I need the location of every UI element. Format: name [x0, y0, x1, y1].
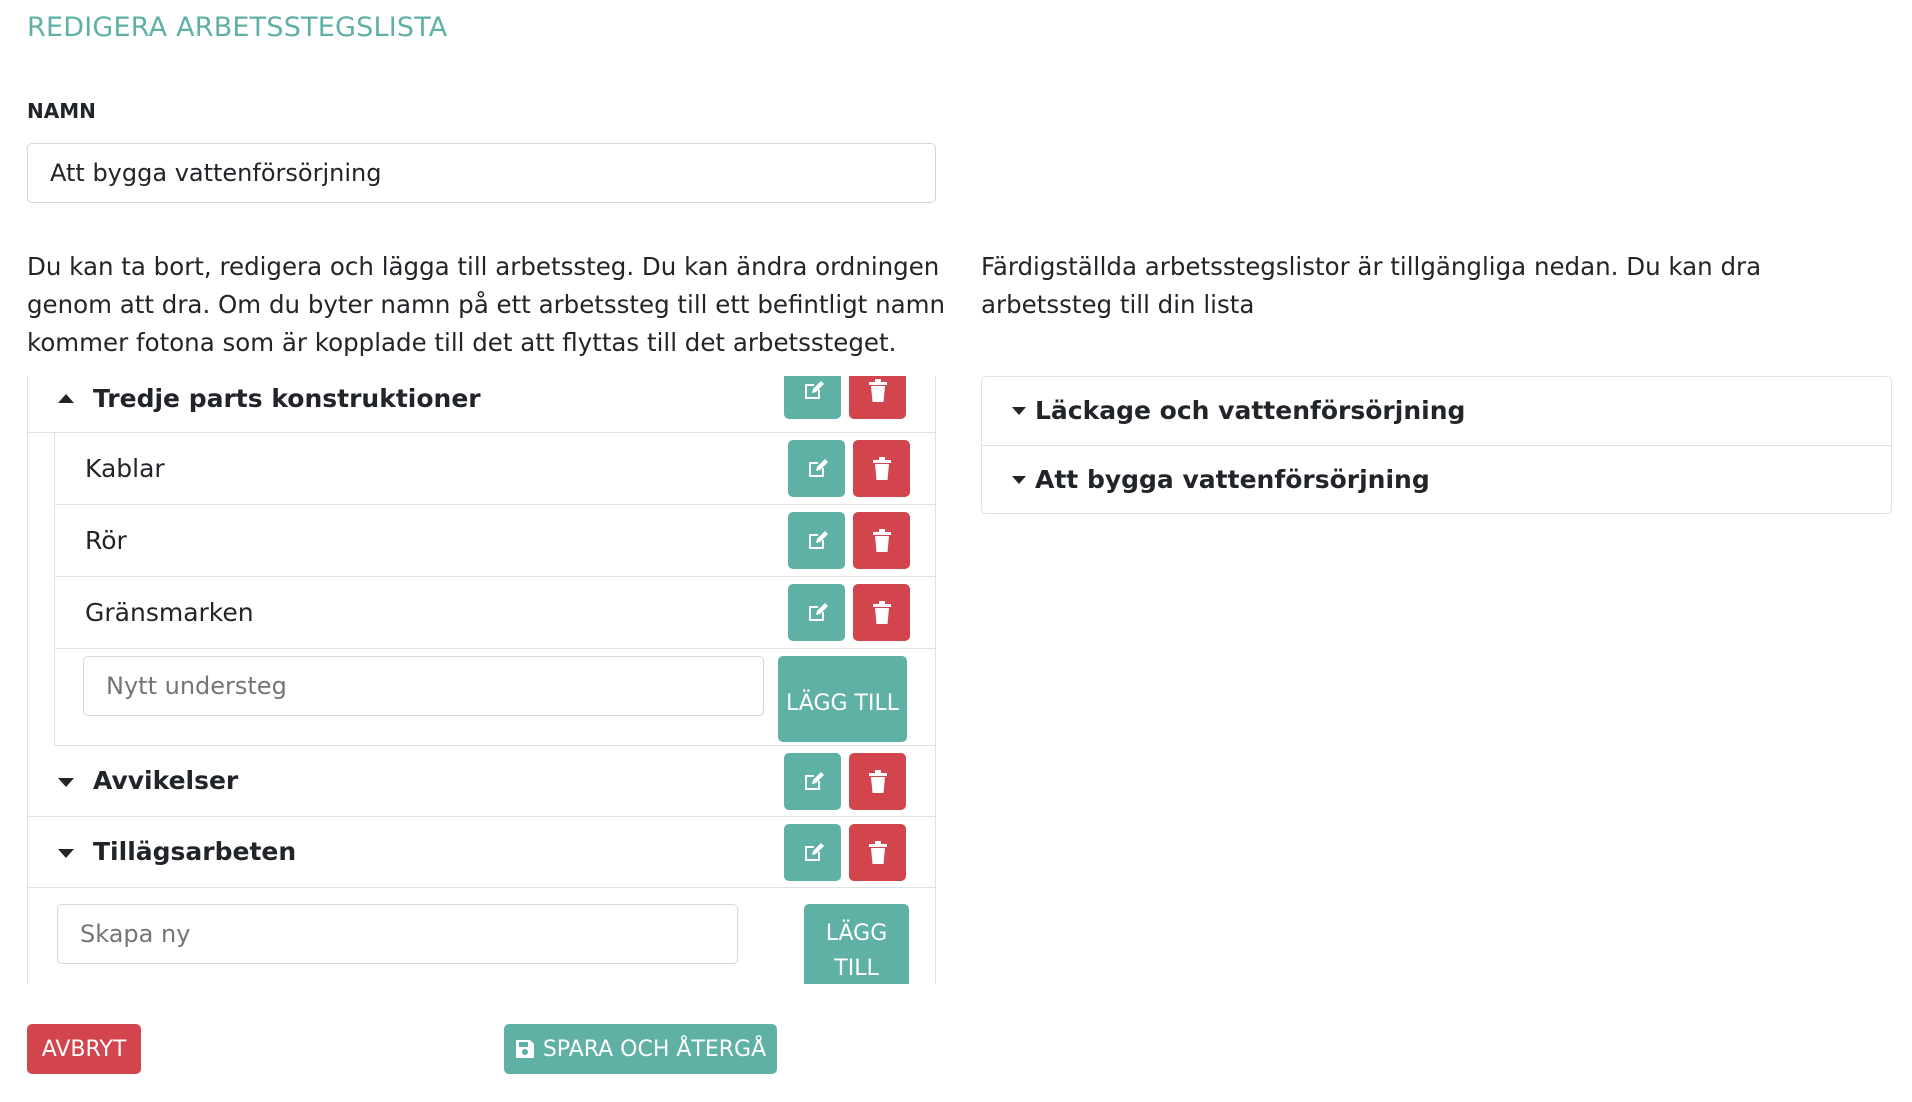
- edit-button[interactable]: [788, 584, 845, 641]
- edit-icon: [805, 457, 829, 481]
- left-help-text: Du kan ta bort, redigera och lägga till arbetssteg. Du kan ändra ordningen genom att dra. Om du byter namn på ett arbetssteg till ett befintligt namn kommer fotona som är kopplade till det att flyttas till det arbetssteget.: [27, 252, 946, 357]
- edit-icon: [801, 841, 825, 865]
- caret-down-icon[interactable]: [1012, 476, 1026, 484]
- edit-button[interactable]: [788, 512, 845, 569]
- edit-button[interactable]: [784, 753, 841, 810]
- delete-button[interactable]: [849, 753, 906, 810]
- step-row[interactable]: [28, 817, 936, 888]
- step-title: Tillägsarbeten: [93, 837, 297, 866]
- page-title: REDIGERA ARBETSSTEGSLISTA: [27, 12, 448, 43]
- edit-icon: [801, 379, 825, 403]
- trash-icon: [868, 841, 888, 865]
- edit-button[interactable]: [784, 376, 841, 419]
- save-and-return-button[interactable]: [504, 1024, 777, 1074]
- edit-button[interactable]: [788, 440, 845, 497]
- edit-icon: [801, 770, 825, 794]
- delete-button[interactable]: [849, 824, 906, 881]
- trash-icon: [868, 379, 888, 403]
- step-row[interactable]: [28, 376, 936, 433]
- delete-button[interactable]: [853, 440, 910, 497]
- step-row[interactable]: [28, 746, 936, 817]
- cancel-button[interactable]: AVBRYT: [27, 1024, 141, 1074]
- completed-list-title: Läckage och vattenförsörjning: [1035, 396, 1466, 425]
- new-substep-row: [55, 649, 936, 746]
- add-substep-button[interactable]: LÄGG TILL: [778, 656, 907, 742]
- right-help-text: Färdigställda arbetsstegslistor är tillgängliga nedan. Du kan dra arbetssteg till din lista: [981, 252, 1762, 319]
- substep-title: Kablar: [85, 454, 165, 483]
- new-step-row: [28, 888, 936, 984]
- edit-icon: [805, 529, 829, 553]
- edit-icon: [805, 601, 829, 625]
- new-substep-input[interactable]: [83, 656, 764, 716]
- new-step-input[interactable]: [57, 904, 738, 964]
- completed-list-title: Att bygga vattenförsörjning: [1035, 465, 1430, 494]
- substep-title: Rör: [85, 526, 127, 555]
- completed-list-item[interactable]: [982, 377, 1891, 445]
- step-tree: [27, 376, 936, 984]
- trash-icon: [872, 457, 892, 481]
- caret-up-icon[interactable]: [58, 394, 74, 403]
- name-input[interactable]: [27, 143, 936, 203]
- step-title: Tredje parts konstruktioner: [93, 384, 481, 413]
- add-step-button[interactable]: LÄGG TILL: [804, 904, 909, 984]
- floppy-disk-icon: [515, 1039, 535, 1059]
- edit-button[interactable]: [784, 824, 841, 881]
- name-label: NAMN: [27, 99, 96, 123]
- trash-icon: [872, 601, 892, 625]
- delete-button[interactable]: [849, 376, 906, 419]
- substep-title: Gränsmarken: [85, 598, 254, 627]
- save-button-label: SPARA OCH ÅTERGÅ: [542, 1036, 767, 1062]
- step-title: Avvikelser: [93, 766, 239, 795]
- caret-down-icon[interactable]: [1012, 407, 1026, 415]
- delete-button[interactable]: [853, 584, 910, 641]
- caret-down-icon[interactable]: [58, 849, 74, 858]
- trash-icon: [868, 770, 888, 794]
- substep-row[interactable]: [55, 505, 936, 577]
- completed-lists-panel: [981, 376, 1892, 514]
- caret-down-icon[interactable]: [58, 778, 74, 787]
- completed-list-item[interactable]: [982, 445, 1891, 513]
- trash-icon: [872, 529, 892, 553]
- substep-list: [54, 433, 936, 746]
- substep-row[interactable]: [55, 577, 936, 649]
- delete-button[interactable]: [853, 512, 910, 569]
- substep-row[interactable]: [55, 433, 936, 505]
